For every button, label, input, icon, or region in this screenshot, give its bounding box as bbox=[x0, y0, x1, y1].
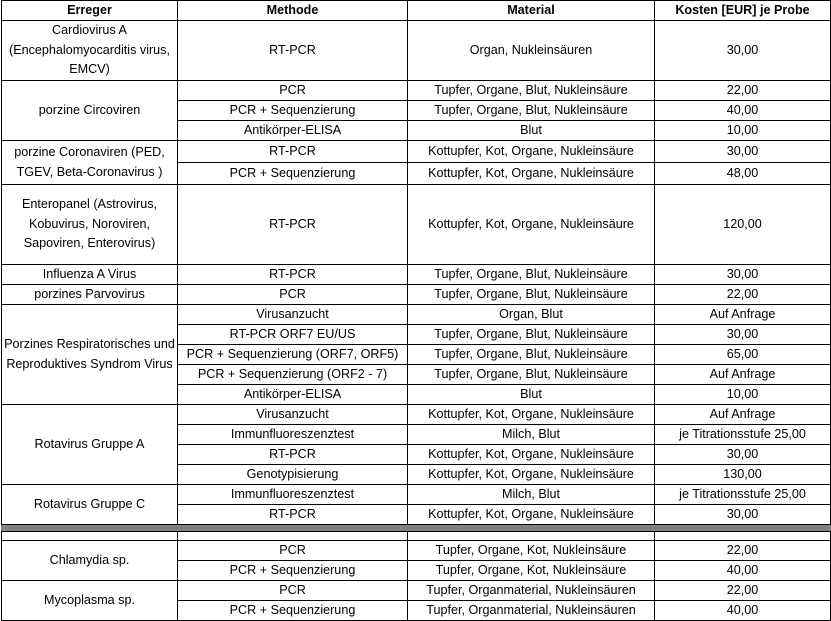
methode-cell: PCR bbox=[178, 581, 408, 601]
table-row bbox=[2, 285, 831, 305]
erreger-cell: Rotavirus Gruppe C bbox=[2, 485, 178, 525]
kosten-cell: 22,00 bbox=[655, 541, 831, 561]
kosten-cell: Auf Anfrage bbox=[655, 305, 831, 325]
erreger-cell: porzine Circoviren bbox=[2, 81, 178, 141]
table-row bbox=[2, 265, 831, 285]
material-cell: Milch, Blut bbox=[408, 425, 655, 445]
kosten-cell: 40,00 bbox=[655, 561, 831, 581]
erreger-cell: Cardiovirus A (Encephalomyocarditis virus, EMCV) bbox=[2, 21, 178, 81]
methode-cell: RT-PCR bbox=[178, 445, 408, 465]
material-cell: Tupfer, Organe, Blut, Nukleinsäure bbox=[408, 345, 655, 365]
erreger-cell: porzine Coronaviren (PED, TGEV, Beta-Coronavirus ) bbox=[2, 141, 178, 185]
kosten-cell: Auf Anfrage bbox=[655, 365, 831, 385]
table-row bbox=[2, 581, 831, 601]
material-cell: Tupfer, Organe, Kot, Nukleinsäure bbox=[408, 541, 655, 561]
material-cell: Tupfer, Organe, Blut, Nukleinsäure bbox=[408, 285, 655, 305]
methode-cell: PCR + Sequenzierung bbox=[178, 561, 408, 581]
kosten-cell: 40,00 bbox=[655, 601, 831, 621]
methode-cell: Antikörper-ELISA bbox=[178, 121, 408, 141]
material-cell: Kottupfer, Kot, Organe, Nukleinsäure bbox=[408, 163, 655, 185]
kosten-cell: 22,00 bbox=[655, 581, 831, 601]
header-kosten: Kosten [EUR] je Probe bbox=[655, 1, 831, 21]
kosten-cell: 10,00 bbox=[655, 385, 831, 405]
kosten-cell: 48,00 bbox=[655, 163, 831, 185]
material-cell: Kottupfer, Kot, Organe, Nukleinsäure bbox=[408, 405, 655, 425]
header-row bbox=[2, 1, 831, 21]
methode-cell: Antikörper-ELISA bbox=[178, 385, 408, 405]
kosten-cell: 40,00 bbox=[655, 101, 831, 121]
kosten-cell: Auf Anfrage bbox=[655, 405, 831, 425]
kosten-cell: 22,00 bbox=[655, 81, 831, 101]
material-cell: Blut bbox=[408, 385, 655, 405]
methode-cell: PCR + Sequenzierung bbox=[178, 163, 408, 185]
methode-cell: RT-PCR bbox=[178, 141, 408, 163]
methode-cell: RT-PCR ORF7 EU/US bbox=[178, 325, 408, 345]
pricing-table bbox=[1, 0, 831, 621]
material-cell: Tupfer, Organe, Kot, Nukleinsäure bbox=[408, 561, 655, 581]
table-row bbox=[2, 185, 831, 265]
kosten-cell: 22,00 bbox=[655, 285, 831, 305]
material-cell: Kottupfer, Kot, Organe, Nukleinsäure bbox=[408, 445, 655, 465]
erreger-cell: Rotavirus Gruppe A bbox=[2, 405, 178, 485]
methode-cell: RT-PCR bbox=[178, 505, 408, 525]
header-erreger: Erreger bbox=[2, 1, 178, 21]
material-cell: Organ, Nukleinsäuren bbox=[408, 21, 655, 81]
material-cell: Kottupfer, Kot, Organe, Nukleinsäure bbox=[408, 465, 655, 485]
material-cell: Organ, Blut bbox=[408, 305, 655, 325]
erreger-cell: Influenza A Virus bbox=[2, 265, 178, 285]
table-row bbox=[2, 305, 831, 325]
kosten-cell: je Titrationsstufe 25,00 bbox=[655, 425, 831, 445]
gap-cell bbox=[408, 532, 655, 541]
erreger-cell: Mycoplasma sp. bbox=[2, 581, 178, 621]
methode-cell: Genotypisierung bbox=[178, 465, 408, 485]
table-row bbox=[2, 485, 831, 505]
gap-cell bbox=[655, 532, 831, 541]
material-cell: Tupfer, Organe, Blut, Nukleinsäure bbox=[408, 325, 655, 345]
kosten-cell: 65,00 bbox=[655, 345, 831, 365]
methode-cell: Immunfluoreszenztest bbox=[178, 485, 408, 505]
header-material: Material bbox=[408, 1, 655, 21]
material-cell: Tupfer, Organe, Blut, Nukleinsäure bbox=[408, 101, 655, 121]
erreger-cell: Chlamydia sp. bbox=[2, 541, 178, 581]
table-row bbox=[2, 141, 831, 163]
gap-cell bbox=[178, 532, 408, 541]
table-row bbox=[2, 21, 831, 81]
material-cell: Kottupfer, Kot, Organe, Nukleinsäure bbox=[408, 505, 655, 525]
material-cell: Tupfer, Organe, Blut, Nukleinsäure bbox=[408, 81, 655, 101]
methode-cell: Virusanzucht bbox=[178, 305, 408, 325]
erreger-cell: porzines Parvovirus bbox=[2, 285, 178, 305]
kosten-cell: 30,00 bbox=[655, 505, 831, 525]
material-cell: Kottupfer, Kot, Organe, Nukleinsäure bbox=[408, 185, 655, 265]
erreger-cell: Enteropanel (Astrovirus, Kobuvirus, Noroviren, Sapoviren, Enterovirus) bbox=[2, 185, 178, 265]
table-body bbox=[2, 21, 831, 621]
material-cell: Blut bbox=[408, 121, 655, 141]
gap-cell bbox=[2, 532, 178, 541]
kosten-cell: 30,00 bbox=[655, 21, 831, 81]
methode-cell: PCR + Sequenzierung bbox=[178, 101, 408, 121]
material-cell: Tupfer, Organmaterial, Nukleinsäuren bbox=[408, 601, 655, 621]
section-separator bbox=[2, 525, 831, 532]
table-row bbox=[2, 541, 831, 561]
kosten-cell: 30,00 bbox=[655, 325, 831, 345]
erreger-cell: Porzines Respiratorisches und Reproduktives Syndrom Virus bbox=[2, 305, 178, 405]
material-cell: Tupfer, Organe, Blut, Nukleinsäure bbox=[408, 265, 655, 285]
methode-cell: PCR bbox=[178, 541, 408, 561]
methode-cell: RT-PCR bbox=[178, 265, 408, 285]
material-cell: Tupfer, Organe, Blut, Nukleinsäure bbox=[408, 365, 655, 385]
section-gap bbox=[2, 532, 831, 541]
material-cell: Milch, Blut bbox=[408, 485, 655, 505]
table-row bbox=[2, 405, 831, 425]
methode-cell: PCR bbox=[178, 285, 408, 305]
methode-cell: Virusanzucht bbox=[178, 405, 408, 425]
kosten-cell: je Titrationsstufe 25,00 bbox=[655, 485, 831, 505]
kosten-cell: 10,00 bbox=[655, 121, 831, 141]
methode-cell: PCR + Sequenzierung bbox=[178, 601, 408, 621]
methode-cell: PCR + Sequenzierung (ORF2 - 7) bbox=[178, 365, 408, 385]
separator-bar bbox=[2, 525, 831, 532]
methode-cell: PCR + Sequenzierung (ORF7, ORF5) bbox=[178, 345, 408, 365]
kosten-cell: 130,00 bbox=[655, 465, 831, 485]
methode-cell: RT-PCR bbox=[178, 21, 408, 81]
methode-cell: Immunfluoreszenztest bbox=[178, 425, 408, 445]
kosten-cell: 30,00 bbox=[655, 265, 831, 285]
table-row bbox=[2, 81, 831, 101]
kosten-cell: 30,00 bbox=[655, 141, 831, 163]
material-cell: Kottupfer, Kot, Organe, Nukleinsäure bbox=[408, 141, 655, 163]
material-cell: Tupfer, Organmaterial, Nukleinsäuren bbox=[408, 581, 655, 601]
kosten-cell: 120,00 bbox=[655, 185, 831, 265]
header-methode: Methode bbox=[178, 1, 408, 21]
kosten-cell: 30,00 bbox=[655, 445, 831, 465]
methode-cell: RT-PCR bbox=[178, 185, 408, 265]
methode-cell: PCR bbox=[178, 81, 408, 101]
